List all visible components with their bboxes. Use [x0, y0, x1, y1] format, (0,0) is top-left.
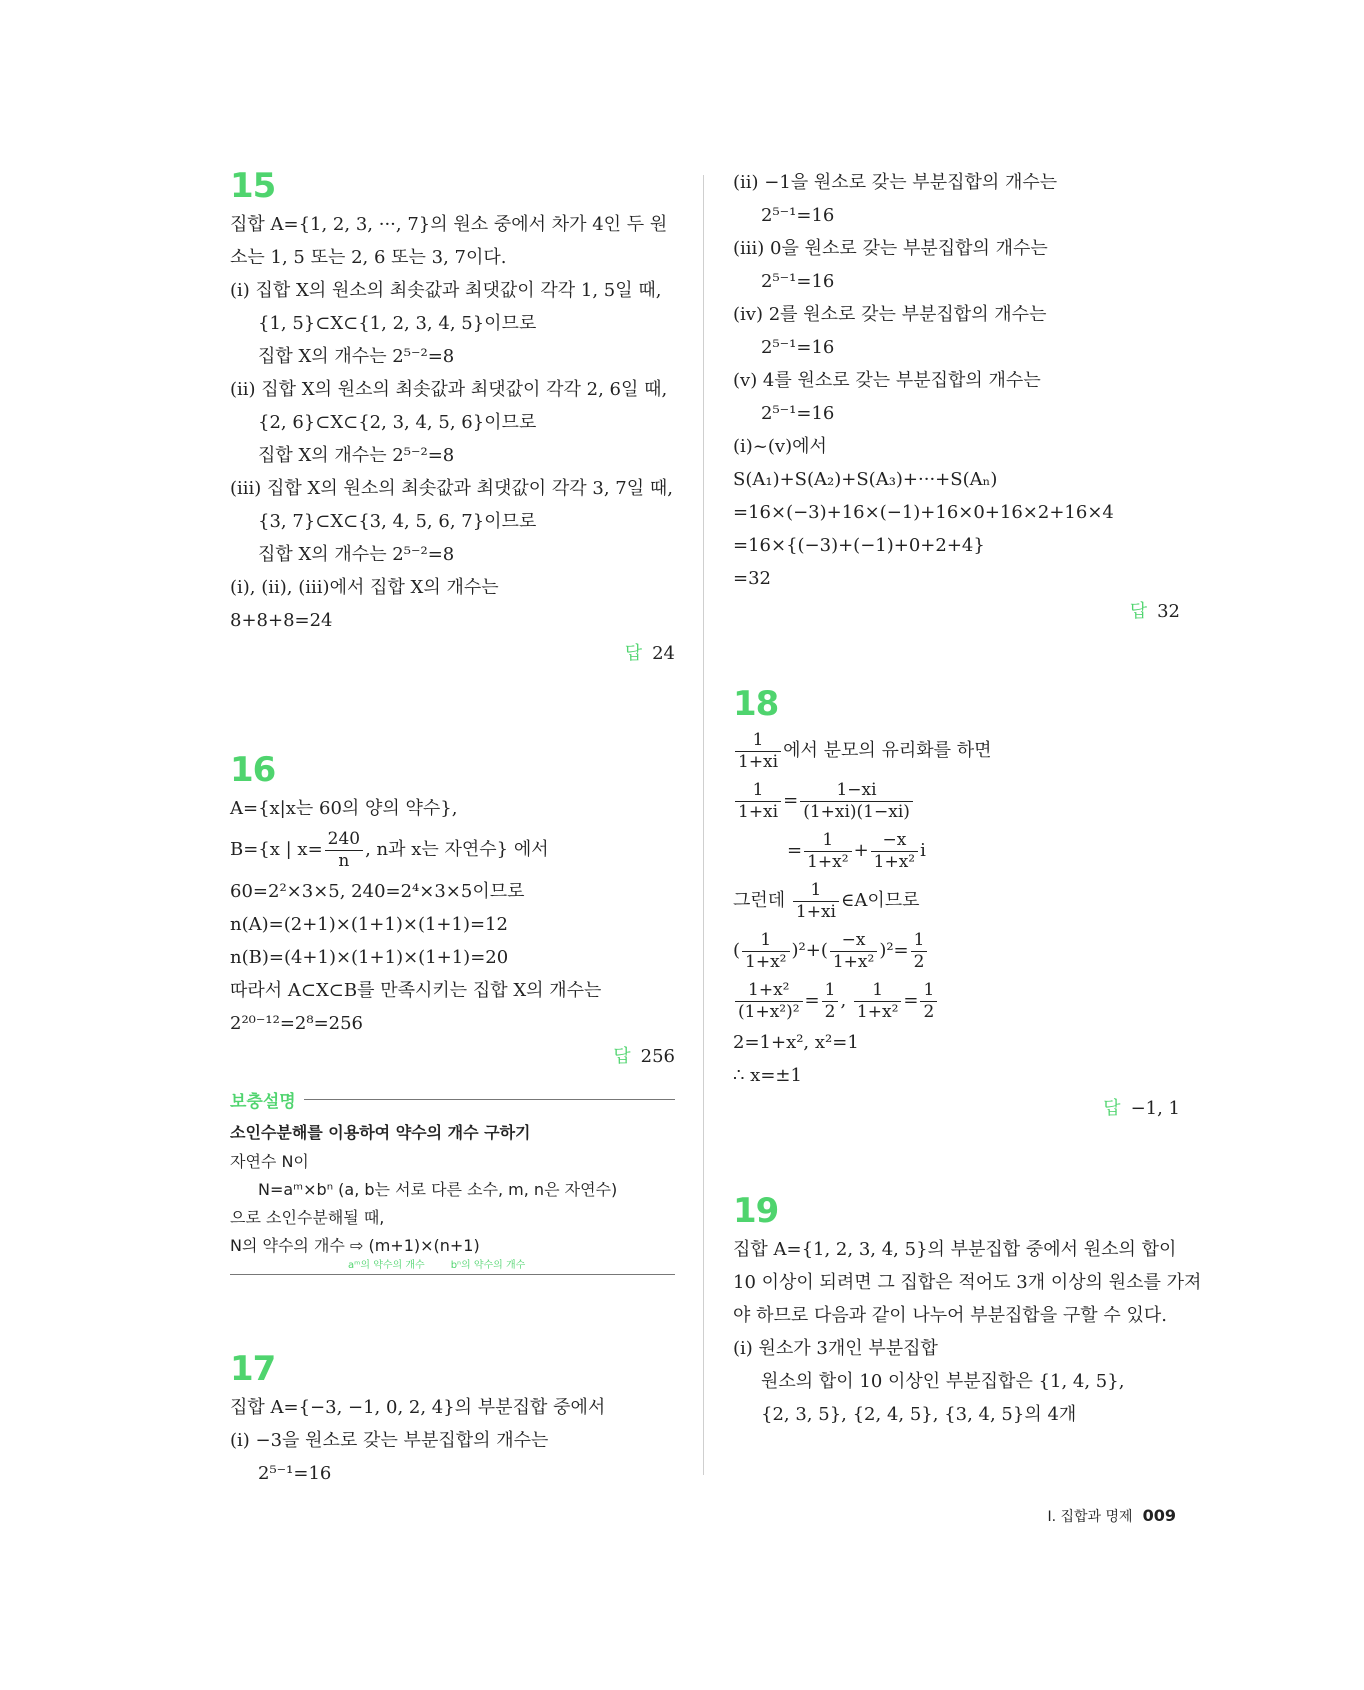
solution-line: {3, 7}⊂X⊂{3, 4, 5, 6, 7}이므로 [258, 511, 537, 532]
equation-line [733, 876, 1180, 926]
fraction [804, 830, 851, 873]
numerator: 1 [854, 980, 901, 1002]
solution-line: (v) 4를 원소로 갖는 부분집합의 개수는 [733, 370, 1041, 391]
solution-line: 10 이상이 되려면 그 집합은 적어도 3개 이상의 원소를 가져 [733, 1272, 1202, 1293]
solution-line: 따라서 A⊂X⊂B를 만족시키는 집합 X의 개수는 [230, 980, 602, 1001]
numerator: −x [830, 930, 877, 952]
solution-line: {1, 5}⊂X⊂{1, 2, 3, 4, 5}이므로 [258, 313, 537, 334]
answer-value: 256 [640, 1046, 675, 1067]
numerator: 1+x² [735, 980, 803, 1002]
solution-line: (ii) −1을 원소로 갖는 부분집합의 개수는 [733, 172, 1058, 193]
fraction [735, 780, 781, 823]
solution-line: 2=1+x², x²=1 [733, 1032, 859, 1053]
page-number: 009 [1142, 1506, 1176, 1525]
answer [230, 1040, 675, 1073]
denominator: 1+xi [795, 901, 836, 922]
left-column [230, 166, 675, 1490]
fraction [800, 780, 913, 823]
solution-line: (i)~(v)에서 [733, 436, 827, 457]
supplement-rule [304, 1099, 675, 1100]
set-b-pre: B={x | x= [230, 839, 323, 860]
text: 그런데 [733, 890, 786, 911]
denominator: 1+x² [745, 951, 787, 972]
denominator: 1+xi [738, 751, 779, 772]
supplement-title: 보충설명 [230, 1092, 296, 1112]
problem-18 [733, 684, 1180, 1125]
supplement-line: N=aᵐ×bⁿ (a, b는 서로 다른 소수, m, n은 자연수) [258, 1180, 618, 1199]
denominator: (1+x²)² [738, 1001, 800, 1022]
problem-17 [230, 1349, 675, 1490]
fraction [793, 880, 839, 923]
solution-line: ∴ x=±1 [733, 1065, 802, 1086]
answer-value: 32 [1157, 601, 1180, 622]
solution-line: (iii) 0을 원소로 갖는 부분집합의 개수는 [733, 238, 1048, 259]
numerator: 1−xi [800, 780, 913, 802]
problem-number: 16 [230, 750, 276, 790]
numerator: 1 [793, 880, 839, 902]
problem-number: 19 [733, 1191, 779, 1231]
fraction [854, 980, 901, 1023]
fraction [822, 980, 839, 1023]
denominator: 2 [923, 1001, 935, 1022]
solution-line: (iv) 2를 원소로 갖는 부분집합의 개수는 [733, 304, 1047, 325]
solution-line: (ii) 집합 X의 원소의 최솟값과 최댓값이 각각 2, 6일 때, [230, 379, 668, 400]
answer-label: 답 [1103, 1098, 1121, 1119]
imag-unit: i [920, 840, 926, 861]
solution-line: (i) 집합 X의 원소의 최솟값과 최댓값이 각각 1, 5일 때, [230, 280, 662, 301]
solution-line: (i) 원소가 3개인 부분집합 [733, 1338, 938, 1359]
numerator: 1 [911, 930, 928, 952]
problem-15 [230, 166, 675, 670]
fraction [830, 930, 877, 973]
denominator: 2 [913, 951, 925, 972]
fraction [325, 829, 363, 872]
supplement-note [230, 1260, 675, 1272]
fraction [871, 830, 918, 873]
supplement-line: 자연수 N이 [230, 1152, 309, 1171]
solution-line: n(B)=(4+1)×(1+1)×(1+1)=20 [230, 947, 509, 968]
supplement-line: N의 약수의 개수 ⇨ (m+1)×(n+1) [230, 1236, 480, 1255]
solution-line: 집합 X의 개수는 2⁵⁻²=8 [258, 544, 455, 565]
page-footer [1047, 1506, 1176, 1526]
solution-line: {2, 3, 5}, {2, 4, 5}, {3, 4, 5}의 4개 [761, 1404, 1077, 1425]
solution-line: A={x|x는 60의 양의 약수}, [230, 798, 458, 819]
answer [230, 637, 675, 670]
denominator: 1+x² [873, 851, 916, 872]
denominator: 1+xi [738, 801, 779, 822]
equation-line: $\frac{1}{1+xi}$ = $\frac{1-xi}{(1+xi)(1-xi)}$ [733, 776, 1180, 826]
solution-line: =16×(−3)+16×(−1)+16×0+16×2+16×4 [733, 502, 1114, 523]
numerator: 1 [735, 780, 781, 802]
answer-label: 답 [1129, 601, 1148, 622]
fraction [911, 930, 928, 973]
numerator: 1 [822, 980, 839, 1002]
solution-line: 2²⁰⁻¹²=2⁸=256 [230, 1013, 364, 1034]
solution-line: 원소의 합이 10 이상인 부분집합은 {1, 4, 5}, [761, 1371, 1125, 1392]
answer-label: 답 [613, 1046, 631, 1067]
note-a: aᵐ의 약수의 개수 [348, 1260, 425, 1271]
supplement-box [230, 1087, 675, 1275]
supplement-line: 으로 소인수분해될 때, [230, 1208, 385, 1227]
problem-number: 15 [230, 166, 276, 206]
supplement-subtitle: 소인수분해를 이용하여 약수의 개수 구하기 [230, 1123, 531, 1142]
fraction [742, 930, 789, 973]
fraction [735, 730, 781, 773]
numerator: −x [871, 830, 918, 852]
solution-line: 2⁵⁻¹=16 [761, 271, 835, 292]
solution-line: (i), (ii), (iii)에서 집합 X의 개수는 [230, 577, 499, 598]
answer [733, 1092, 1180, 1125]
text: ∈A이므로 [841, 890, 920, 911]
denominator: n [338, 850, 350, 871]
numerator: 1 [735, 730, 781, 752]
numerator: 1 [804, 830, 851, 852]
column-divider [703, 175, 704, 1475]
problem-number: 17 [230, 1349, 276, 1389]
solution-line: 집합 A={1, 2, 3, 4, 5}의 부분집합 중에서 원소의 합이 [733, 1239, 1177, 1260]
solution-line: 소는 1, 5 또는 2, 6 또는 3, 7이다. [230, 247, 507, 268]
section-title: I. 집합과 명제 [1047, 1509, 1133, 1525]
answer [733, 595, 1180, 628]
solution-line: 야 하므로 다음과 같이 나누어 부분집합을 구할 수 있다. [733, 1305, 1168, 1326]
supplement-header [230, 1087, 675, 1112]
numerator: 1 [920, 980, 937, 1002]
denominator: 1+x² [807, 851, 849, 872]
problem-19 [733, 1191, 1202, 1431]
fraction [735, 980, 803, 1023]
solution-line: 2⁵⁻¹=16 [761, 205, 835, 226]
solution-line: 집합 A={1, 2, 3, ···, 7}의 원소 중에서 차가 4인 두 원 [230, 214, 668, 235]
equation-line: ( $\frac{1}{\text{1+x²}}$ )²+( $\frac{-x}{\text{1+x²}}$ )²= $\frac{1}{2}$ [733, 926, 1180, 976]
problem-16 [230, 750, 675, 1275]
note-b: bⁿ의 약수의 개수 [450, 1260, 526, 1271]
solution-line: (iii) 집합 X의 원소의 최솟값과 최댓값이 각각 3, 7일 때, [230, 478, 673, 499]
answer-label: 답 [624, 643, 643, 664]
rationalize-line [733, 726, 1180, 776]
solution-line: 60=2²×3×5, 240=2⁴×3×5이므로 [230, 881, 525, 902]
solution-line: =32 [733, 568, 771, 589]
solution-line: 2⁵⁻¹=16 [761, 403, 835, 424]
equation-line: = $\frac{1}{\text{1+x²}}$ + $\frac{-x}{\text{1+x²}}$ i [787, 829, 926, 872]
solution-line: 집합 A={−3, −1, 0, 2, 4}의 부분집합 중에서 [230, 1397, 606, 1418]
denominator: 1+x² [832, 951, 875, 972]
solution-line: =16×{(−3)+(−1)+0+2+4} [733, 535, 985, 556]
denominator: 2 [824, 1001, 836, 1022]
denominator: 1+x² [856, 1001, 899, 1022]
problem-number: 18 [733, 684, 779, 724]
equation-line: $\frac{\text{1+x²}}{\text{(1+x²)²}}$ = $\frac{1}{2}$ , $\frac{1}{\text{1+x²}}$ = $\frac{1}{2}$ [733, 976, 1180, 1026]
solution-line: {2, 6}⊂X⊂{2, 3, 4, 5, 6}이므로 [258, 412, 537, 433]
solution-line: n(A)=(2+1)×(1+1)×(1+1)=12 [230, 914, 508, 935]
numerator: 1 [742, 930, 789, 952]
fraction [920, 980, 937, 1023]
solution-line: (i) −3을 원소로 갖는 부분집합의 개수는 [230, 1430, 549, 1451]
set-b-definition [230, 825, 675, 875]
solution-line: 2⁵⁻¹=16 [258, 1463, 332, 1484]
problem-17-continued [733, 166, 1180, 628]
solution-line: S(A₁)+S(A₂)+S(A₃)+···+S(Aₙ) [733, 469, 998, 490]
solution-line: 집합 X의 개수는 2⁵⁻²=8 [258, 445, 455, 466]
denominator: (1+xi)(1−xi) [803, 801, 910, 822]
right-column [733, 166, 1202, 1431]
answer-value: −1, 1 [1130, 1098, 1180, 1119]
numerator: 240 [325, 829, 363, 851]
solution-line: 2⁵⁻¹=16 [761, 337, 835, 358]
solution-line: 8+8+8=24 [230, 610, 333, 631]
text: 에서 분모의 유리화를 하면 [783, 740, 992, 761]
answer-value: 24 [652, 643, 675, 664]
solution-line: 집합 X의 개수는 2⁵⁻²=8 [258, 346, 455, 367]
set-b-post: , n과 x는 자연수} 에서 [365, 839, 549, 860]
